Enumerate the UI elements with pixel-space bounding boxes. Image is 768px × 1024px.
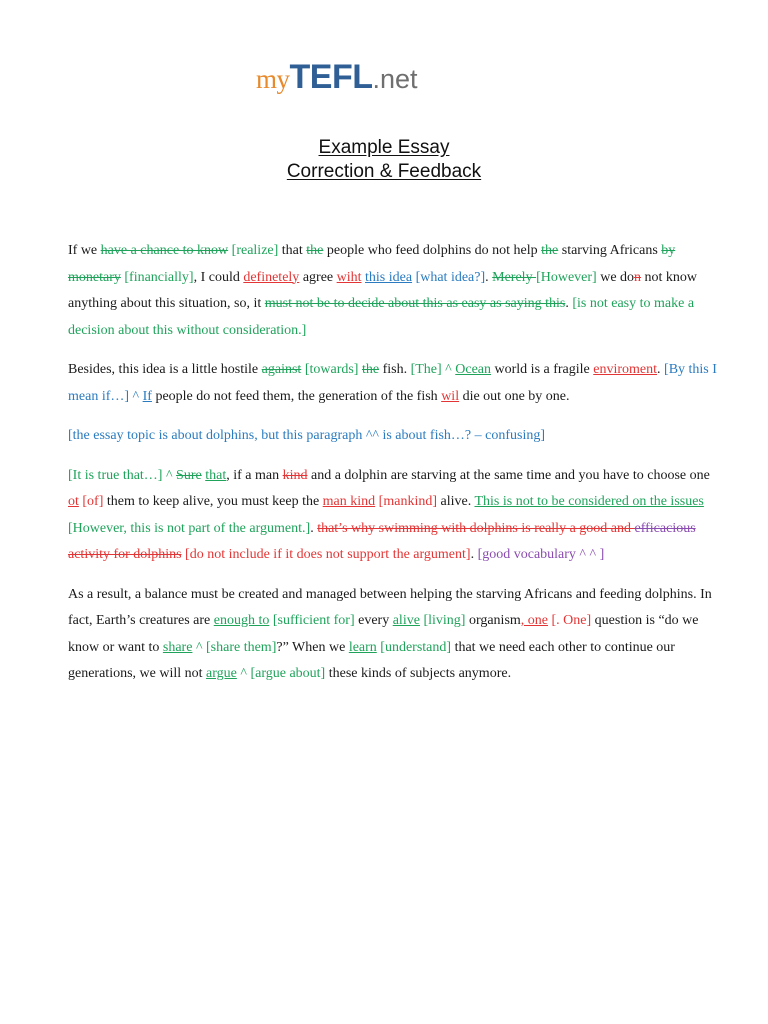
correction-text: This is not to be considered on the issues <box>474 494 704 509</box>
essay-text: and a dolphin are starving at the same time and you have to choose one <box>307 467 710 483</box>
essay-text: question is “do we know or want to <box>68 613 699 655</box>
correction-text: argue <box>206 666 237 681</box>
deleted-text: Merely <box>492 269 537 285</box>
deleted-text: the <box>306 243 324 258</box>
essay-text: agree <box>299 269 337 285</box>
deleted-text: efficacious <box>634 520 696 536</box>
correction-text: this idea <box>365 269 413 285</box>
logo-tefl: TEFL <box>289 58 373 96</box>
correction-text: [sufficient for] <box>269 613 355 628</box>
paragraph-4 <box>68 463 720 569</box>
essay-text: , I could <box>193 269 244 285</box>
correction-text: [towards] <box>301 362 359 377</box>
correction-text: [is not easy to make a decision about this without consideration.] <box>68 296 695 338</box>
essay-text: that <box>278 243 307 258</box>
essay-text: starving Africans <box>558 243 662 258</box>
correction-text: enviroment <box>593 362 658 377</box>
correction-text: [of] <box>78 494 104 509</box>
essay-text: If we <box>68 243 101 258</box>
correction-text: [mankind] <box>375 494 437 509</box>
correction-text: [However] <box>536 269 597 285</box>
essay-text: As a result, a balance must be created and managed between helping the starving Africans and feeding dolphins. In fact, Earth’s creatures are <box>68 586 712 628</box>
deleted-text: the <box>541 243 559 258</box>
logo-my: my <box>256 64 290 94</box>
essay-text: Besides, this idea is a little hostile <box>68 362 262 377</box>
correction-text: [good vocabulary ^ ^ ] <box>477 547 605 562</box>
document-title <box>0 136 768 184</box>
correction-text: that <box>205 467 227 483</box>
essay-text: every <box>354 613 393 628</box>
deleted-text: the <box>361 362 380 377</box>
correction-text: alive <box>392 613 420 628</box>
essay-text: them to keep alive, you must keep the <box>103 494 323 509</box>
deleted-text: against <box>261 362 302 377</box>
deleted-text: n <box>634 269 642 285</box>
deleted-text: have a chance to know <box>100 243 229 258</box>
mytefl-logo <box>256 58 418 98</box>
correction-text: [. One] <box>548 613 592 628</box>
essay-text: not know anything about this situation, so, it <box>68 269 698 311</box>
correction-text: [The] ^ <box>410 362 456 377</box>
correction-text: ^ [argue about] <box>236 666 326 681</box>
deleted-text: by monetary <box>68 243 676 285</box>
essay-text: people who feed dolphins do not help <box>323 243 542 258</box>
correction-text: learn <box>348 639 377 655</box>
title-line-2: Correction & Feedback <box>286 161 482 182</box>
correction-text: Ocean <box>455 362 492 377</box>
correction-text: [what idea?] <box>412 269 486 285</box>
correction-text: [By this I mean if…] ^ <box>68 362 717 404</box>
correction-text: share <box>162 639 193 655</box>
paragraph-2 <box>68 357 720 410</box>
essay-text: die out one by one. <box>459 388 570 404</box>
deleted-text: activity for dolphins <box>68 547 182 562</box>
correction-text: [It is true that…] ^ <box>68 467 177 483</box>
correction-text: [understand] <box>376 639 452 655</box>
deleted-text: must not be to decide about this as easy as saying this <box>264 296 566 311</box>
essay-text: world is a fragile <box>491 362 594 377</box>
essay-body <box>68 238 720 701</box>
essay-text: , if a man <box>226 467 283 483</box>
essay-text: ?” When we <box>276 639 349 655</box>
deleted-text: that’s why swimming with dolphins is really a good and <box>317 520 635 536</box>
correction-text: , one <box>520 613 549 628</box>
logo-net: .net <box>372 64 418 94</box>
correction-text: wiht <box>336 269 362 285</box>
essay-text: . <box>565 296 573 311</box>
correction-text: [realize] <box>228 243 279 258</box>
deleted-text: Sure <box>176 467 202 483</box>
essay-text: these kinds of subjects anymore. <box>325 666 512 681</box>
correction-text: [do not include if it does not support the argument] <box>181 547 471 562</box>
essay-text: . <box>657 362 665 377</box>
essay-text: . <box>485 269 493 285</box>
correction-text: [However, this is not part of the argument.] <box>68 520 311 536</box>
essay-text: alive. <box>437 494 475 509</box>
paragraph-5 <box>68 582 720 688</box>
essay-text: people do not feed them, the generation of the fish <box>151 388 442 404</box>
essay-text: that we need each other to continue our generations, we will not <box>68 639 675 681</box>
correction-text: wil <box>441 388 460 404</box>
title-line-1: Example Essay <box>318 137 450 158</box>
correction-text: [the essay topic is about dolphins, but this paragraph ^^ is about fish…? – confusing] <box>68 428 546 443</box>
correction-text: definetely <box>243 269 300 285</box>
essay-text: fish. <box>379 362 411 377</box>
essay-text: . <box>470 547 478 562</box>
essay-text: . <box>310 520 318 536</box>
correction-text: [living] <box>419 613 466 628</box>
correction-text: If <box>142 388 152 404</box>
correction-text: man kind <box>322 494 376 509</box>
paragraph-1 <box>68 238 720 344</box>
correction-text: ^ [share them] <box>192 639 277 655</box>
paragraph-3-feedback <box>68 423 720 450</box>
correction-text: enough to <box>213 613 270 628</box>
deleted-text: kind <box>282 467 308 483</box>
correction-text: ot <box>68 494 79 509</box>
correction-text: [financially] <box>120 269 194 285</box>
essay-text: we do <box>596 269 635 285</box>
essay-text: organism <box>465 613 521 628</box>
